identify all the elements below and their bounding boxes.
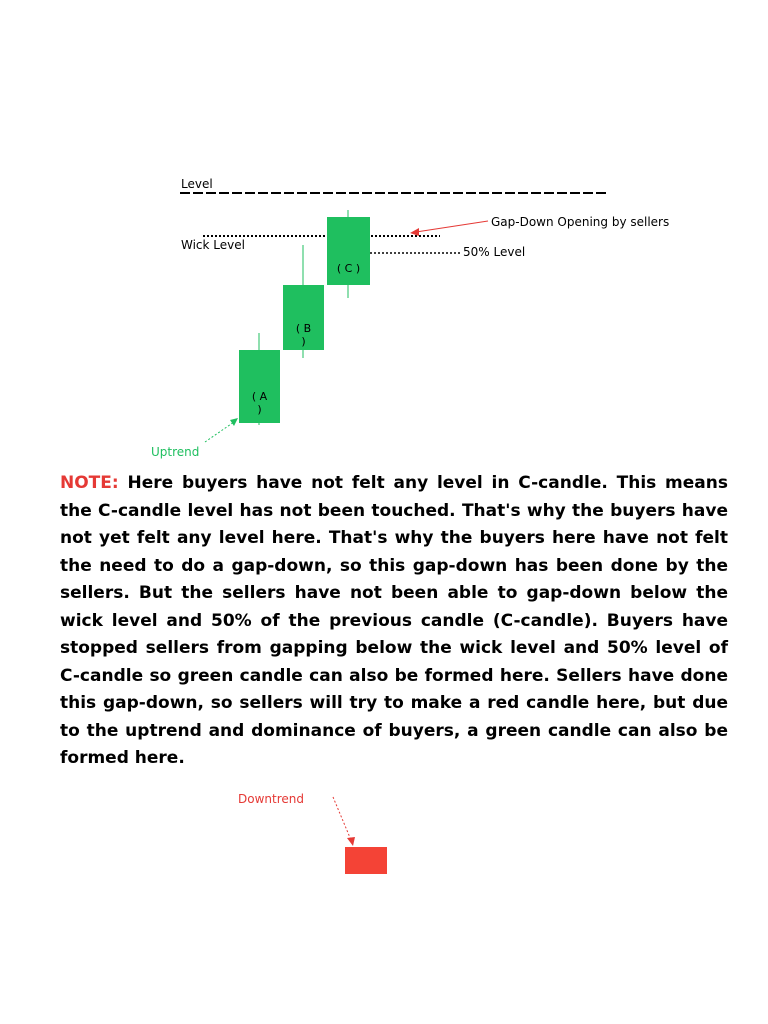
red-candle-body bbox=[345, 847, 387, 874]
uptrend-arrow-head bbox=[230, 418, 238, 426]
candle-a-label-line2: ) bbox=[257, 403, 262, 416]
gap-down-label: Gap-Down Opening by sellers bbox=[491, 215, 670, 229]
note-text: Here buyers have not felt any level in C-candle. This means the C-candle level has not been touched. That's why the buyers have not yet felt any level here. That's why the buyers here have not felt the need to do a gap-down, so this gap-down has been done by the sellers. But the sellers have not been able to gap-down below the wick level and 50% of the previous candle (C-candle). Buyers have stopped sellers from gapping below the wick level and 50% level of C-candle so green candle can also be formed here. Sellers have done this gap-down, so sellers will try to make a red candle here, but due to the uptrend and dominance of buyers, a green candle can also be formed here. bbox=[60, 473, 728, 768]
downtrend-arrow-head bbox=[347, 837, 355, 846]
level-label: Level bbox=[181, 177, 213, 191]
note-prefix: NOTE: bbox=[60, 473, 119, 493]
candle-b-label-line1: ( B bbox=[295, 322, 312, 335]
candle-b-label bbox=[283, 322, 324, 348]
note-paragraph bbox=[60, 470, 728, 773]
candle-c-label bbox=[327, 262, 370, 275]
wick-level-label: Wick Level bbox=[181, 238, 245, 252]
uptrend-label: Uptrend bbox=[151, 445, 200, 459]
downtrend-label: Downtrend bbox=[238, 792, 304, 806]
candle-a-label-line1: ( A bbox=[251, 390, 268, 403]
candle-a-label bbox=[239, 390, 280, 416]
candle-b-label-line2: ) bbox=[301, 335, 306, 348]
candle-c-label-line1: ( C ) bbox=[336, 262, 361, 275]
gap-arrow-head bbox=[410, 228, 419, 236]
downtrend-arrow-line bbox=[333, 797, 351, 840]
uptrend-arrow-line bbox=[205, 422, 234, 442]
gap-arrow-line bbox=[416, 221, 488, 232]
fifty-percent-level-label: 50% Level bbox=[463, 245, 526, 259]
